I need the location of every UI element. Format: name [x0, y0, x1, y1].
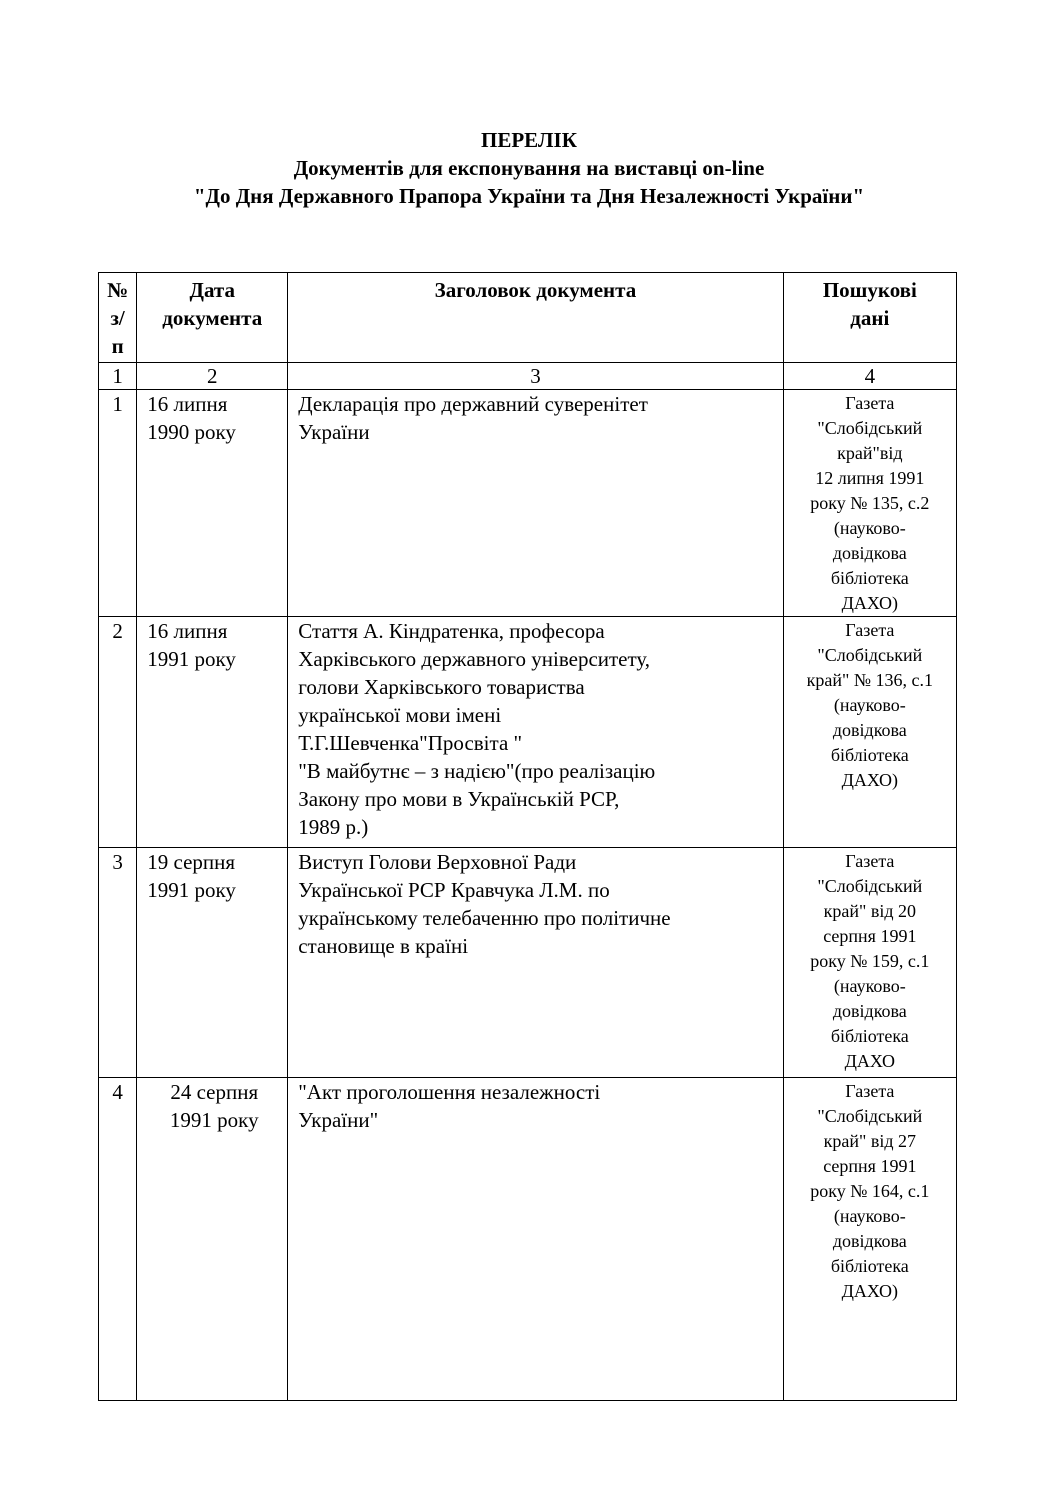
header-number: № з/ п — [99, 273, 137, 363]
row-source: Газета "Слобідський край"від 12 липня 1991 року № 135, с.2 (науково- довідкова бібліотека ДАХО) — [783, 390, 956, 617]
documents-table — [98, 272, 957, 1401]
header-date: Дата документа — [137, 273, 288, 363]
column-number-2: 2 — [137, 363, 288, 390]
row-date: 19 серпня 1991 року — [137, 848, 288, 1078]
row-number: 1 — [99, 390, 137, 617]
document-subtitle: Документів для експонування на виставці on-line — [293, 156, 765, 180]
row-number: 2 — [99, 617, 137, 848]
header-source: Пошукові дані — [783, 273, 956, 363]
row-date: 24 серпня 1991 року — [137, 1078, 288, 1401]
row-date: 16 липня 1991 року — [137, 617, 288, 848]
table-row — [99, 1078, 957, 1401]
column-number-3: 3 — [288, 363, 783, 390]
table-row — [99, 617, 957, 848]
header-title: Заголовок документа — [288, 273, 783, 363]
row-source: Газета "Слобідський край" від 20 серпня 1991 року № 159, с.1 (науково- довідкова бібліотека ДАХО — [783, 848, 956, 1078]
row-source: Газета "Слобідський край" № 136, с.1 (науково- довідкова бібліотека ДАХО) — [783, 617, 956, 848]
row-number: 3 — [99, 848, 137, 1078]
column-number-4: 4 — [783, 363, 956, 390]
row-title: Виступ Голови Верховної Ради Української РСР Кравчука Л.М. по українському телебаченню про політичне становище в країні — [288, 848, 783, 1078]
document-title: ПЕРЕЛІК — [481, 128, 577, 152]
column-number-1: 1 — [99, 363, 137, 390]
table-header-row — [99, 273, 957, 363]
row-source: Газета "Слобідський край" від 27 серпня 1991 року № 164, с.1 (науково- довідкова бібліотека ДАХО) — [783, 1078, 956, 1401]
table-row — [99, 390, 957, 617]
table-row — [99, 848, 957, 1078]
row-date: 16 липня 1990 року — [137, 390, 288, 617]
row-number: 4 — [99, 1078, 137, 1401]
exhibition-title: "До Дня Державного Прапора України та Дня Незалежності України" — [193, 184, 865, 208]
row-title: Стаття А. Кіндратенка, професора Харківського державного університету, голови Харківського товариства української мови імені Т.Г.Шевченка"Просвіта " "В майбутнє – з надією"(про реалізацію Закону про мови в Українській РСР, 1989 р.) — [288, 617, 783, 848]
row-title: "Акт проголошення незалежності України" — [288, 1078, 783, 1401]
row-title: Декларація про державний суверенітет України — [288, 390, 783, 617]
column-number-row — [99, 363, 957, 390]
document-heading — [0, 126, 1058, 210]
